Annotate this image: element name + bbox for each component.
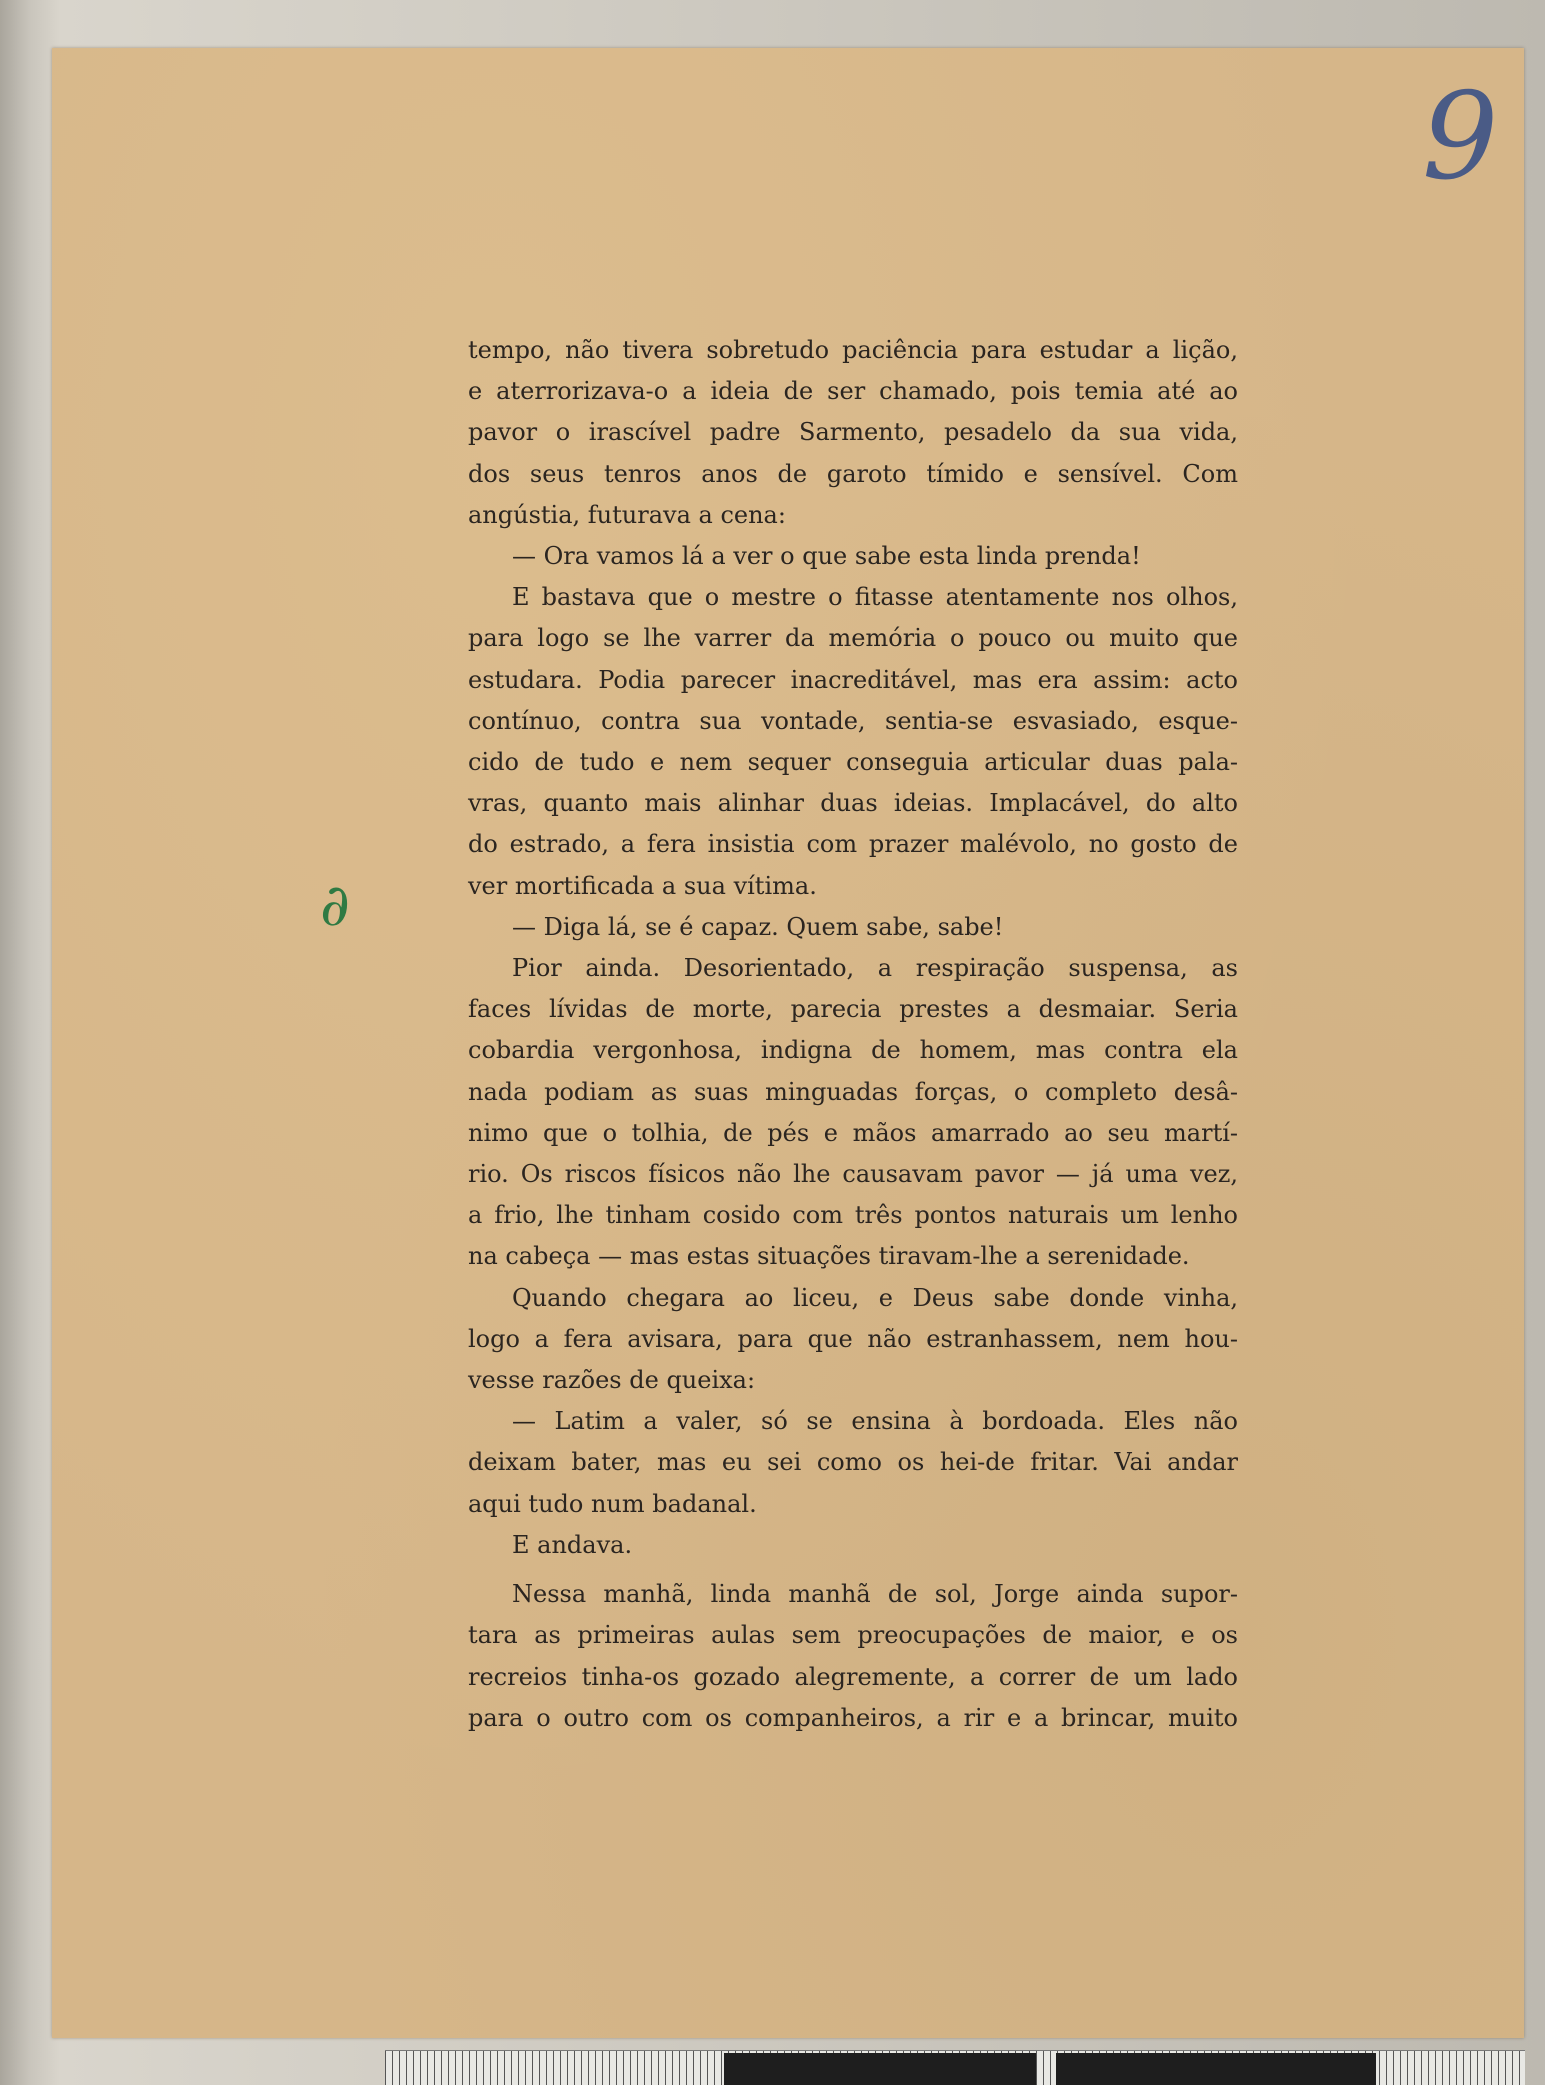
- text-line: E bastava que o mestre o fitasse atentamente nos olhos,: [512, 583, 1238, 612]
- text-line: e aterrorizava-o a ideia de ser chamado, pois temia até ao: [468, 377, 1238, 406]
- text-line: para logo se lhe varrer da memória o pouco ou muito que: [468, 624, 1238, 653]
- text-line: pavor o irascível padre Sarmento, pesadelo da sua vida,: [468, 418, 1238, 447]
- handwritten-margin-mark: ∂: [320, 871, 350, 939]
- text-line: dos seus tenros anos de garoto tímido e sensível. Com: [468, 459, 1238, 488]
- handwritten-page-number: 9: [1422, 68, 1499, 207]
- text-line: recreios tinha-os gozado alegremente, a correr de um lado: [468, 1662, 1238, 1691]
- text-line: rio. Os riscos físicos não lhe causavam pavor — já uma vez,: [468, 1160, 1238, 1189]
- paragraph-gap: [468, 1566, 1238, 1574]
- text-line: na cabeça — mas estas situações tiravam-lhe a serenidade.: [468, 1242, 1190, 1271]
- dialogue-line: — Latim a valer, só se ensina à bordoada. Eles não: [512, 1407, 1238, 1436]
- text-line: a frio, lhe tinham cosido com três pontos naturais um lenho: [468, 1201, 1238, 1230]
- text-line: logo a fera avisara, para que não estranhassem, nem hou-: [468, 1324, 1238, 1353]
- ruler-black-segment: [1056, 2053, 1376, 2085]
- text-line: nimo que o tolhia, de pés e mãos amarrado ao seu martí-: [468, 1118, 1238, 1147]
- text-line: vras, quanto mais alinhar duas ideias. Implacável, do alto: [468, 789, 1238, 818]
- text-line: tara as primeiras aulas sem preocupações de maior, e os: [468, 1621, 1238, 1650]
- text-line: aqui tudo num badanal.: [468, 1489, 757, 1518]
- body-text: [468, 330, 1238, 1739]
- text-line: tempo, não tivera sobretudo paciência para estudar a lição,: [468, 336, 1238, 364]
- document-page: [52, 48, 1524, 2038]
- text-line: angústia, futurava a cena:: [468, 500, 786, 529]
- text-line: vesse razões de queixa:: [468, 1366, 756, 1395]
- text-line: faces lívidas de morte, parecia prestes a desmaiar. Seria: [468, 995, 1238, 1024]
- text-line: E andava.: [512, 1530, 633, 1559]
- text-line: Nessa manhã, linda manhã de sol, Jorge ainda supor-: [512, 1580, 1238, 1609]
- text-line: deixam bater, mas eu sei como os hei-de fritar. Vai andar: [468, 1448, 1238, 1477]
- text-line: nada podiam as suas minguadas forças, o completo desâ-: [468, 1077, 1238, 1106]
- text-line: contínuo, contra sua vontade, sentia-se esvasiado, esque-: [468, 706, 1238, 735]
- dialogue-line: — Ora vamos lá a ver o que sabe esta linda prenda!: [512, 542, 1141, 571]
- text-line: para o outro com os companheiros, a rir e a brincar, muito: [468, 1703, 1238, 1732]
- text-line: estudara. Podia parecer inacreditável, mas era assim: acto: [468, 665, 1238, 694]
- text-line: Quando chegara ao liceu, e Deus sabe donde vinha,: [512, 1283, 1238, 1312]
- dialogue-line: — Diga lá, se é capaz. Quem sabe, sabe!: [512, 912, 1004, 941]
- text-line: cobardia vergonhosa, indigna de homem, mas contra ela: [468, 1036, 1238, 1065]
- ruler-black-segment: [724, 2053, 1036, 2085]
- text-line: ver mortificada a sua vítima.: [468, 871, 817, 900]
- text-line: Pior ainda. Desorientado, a respiração suspensa, as: [512, 954, 1238, 983]
- text-line: cido de tudo e nem sequer conseguia articular duas pala-: [468, 748, 1238, 777]
- text-line: do estrado, a fera insistia com prazer malévolo, no gosto de: [468, 830, 1238, 859]
